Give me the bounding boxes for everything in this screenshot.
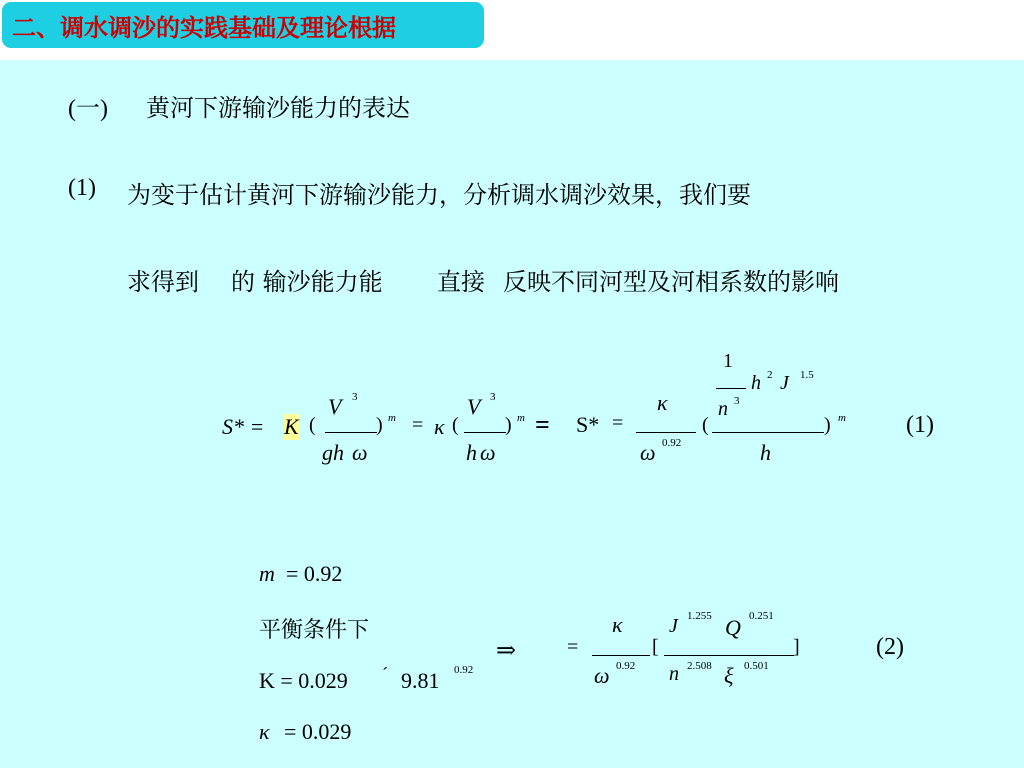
cond-kappa-value: = 0.029 [284,719,352,744]
eq1-K: K [284,414,299,439]
eq2-n: n [669,663,679,685]
eq1-denom-h: h [760,440,771,465]
eq2-implies: ⇒ [496,638,517,664]
item-line-1: 为变于估计黄河下游输沙能力，分析调水调沙效果，我们要 [127,181,751,209]
eq2-xi: ξ [724,663,734,688]
eq1-frac-line-2 [464,432,506,433]
eq2-label: (2) [876,634,904,660]
eq2-kappa: κ [612,612,623,637]
eq1-label: (1) [906,412,934,438]
item-line-2b: 的 输沙能力能 [231,268,383,296]
eq2-n-exp: 2.508 [687,660,712,672]
eq1-J-exp: 1.5 [800,369,814,381]
eq2-frac-line-2 [664,655,794,656]
eq1-m-exp-2: m [517,412,525,424]
cond-kappa-symbol: κ [259,719,270,744]
eq1-paren-open-2: ( [452,414,459,436]
cond-m-symbol: m [259,561,275,586]
eq2-omega-exp: 0.92 [616,660,636,672]
eq1-kappa-2: κ [657,390,668,415]
section-number: (一) [68,96,108,122]
eq1-S-star: S* [576,412,600,437]
eq1-omega-exp: 0.92 [662,437,682,449]
eq1-frac-line-1 [325,432,377,433]
eq1-equals-1: = [412,414,424,436]
item-number: (1) [68,175,96,201]
cond-K-line: K = 0.029 [259,668,348,693]
eq1-paren-open: ( [309,414,316,436]
eq1-V-exp-2: 3 [490,391,496,403]
eq1-h: h [466,440,477,465]
slide-title-text: 二、调水调沙的实践基础及理论根据 [12,13,396,42]
eq1-omega-2: ω [480,440,496,465]
eq1-omega: ω [352,440,368,465]
eq1-m-exp: m [388,412,396,424]
eq1-one: 1 [723,350,733,372]
eq1-paren-close-2: ) [505,414,512,436]
eq1-V-exp: 3 [352,391,358,403]
eq1-V: V [328,394,342,419]
slide-title [2,2,484,48]
eq1-m-exp-3: m [838,412,846,424]
eq1-equals-2: = [612,412,624,434]
eq1-J: J [780,372,789,394]
eq1-n: n [718,398,728,420]
eq1-h-exp: 2 [767,369,773,381]
eq2-J: J [669,615,678,637]
item-line-2d: 反映不同河型及河相系数的影响 [503,268,839,296]
eq2-xi-exp: 0.501 [744,660,769,672]
eq1-gh: gh [322,440,344,465]
eq1-equals-big: = [535,410,550,439]
eq2-J-exp: 1.255 [687,610,712,622]
eq1-paren-close-3: ) [824,414,831,436]
eq1-kappa: κ [434,414,445,439]
eq2-equals: = [567,636,579,658]
eq1-lhs: S* = [222,414,265,439]
eq1-frac-line-4 [712,432,824,433]
eq1-frac-line-3 [636,432,696,433]
eq2-frac-line-1 [592,655,650,656]
eq2-Q-exp: 0.251 [749,610,774,622]
eq2-bracket-open: [ [652,636,659,658]
eq1-n-exp: 3 [734,395,740,407]
eq1-V-2: V [467,394,481,419]
eq1-omega-3: ω [640,440,656,465]
eq2-omega: ω [594,663,610,688]
item-line-2a: 求得到 [127,268,199,296]
eq1-paren-open-3: ( [702,414,709,436]
section-title: 黄河下游输沙能力的表达 [146,94,410,122]
eq1-h-2: h [751,372,761,394]
cond-m-value: = 0.92 [286,561,343,586]
eq2-Q: Q [725,615,741,640]
eq1-frac-line-small [716,388,746,389]
eq1-paren-close: ) [376,414,383,436]
cond-balance: 平衡条件下 [259,618,370,643]
eq2-bracket-close: ] [793,636,800,658]
cond-g-exp: 0.92 [454,664,474,676]
item-line-2c: 直接 [437,268,485,296]
cond-times: ´ [382,664,388,684]
cond-g-value: 9.81 [401,668,440,693]
